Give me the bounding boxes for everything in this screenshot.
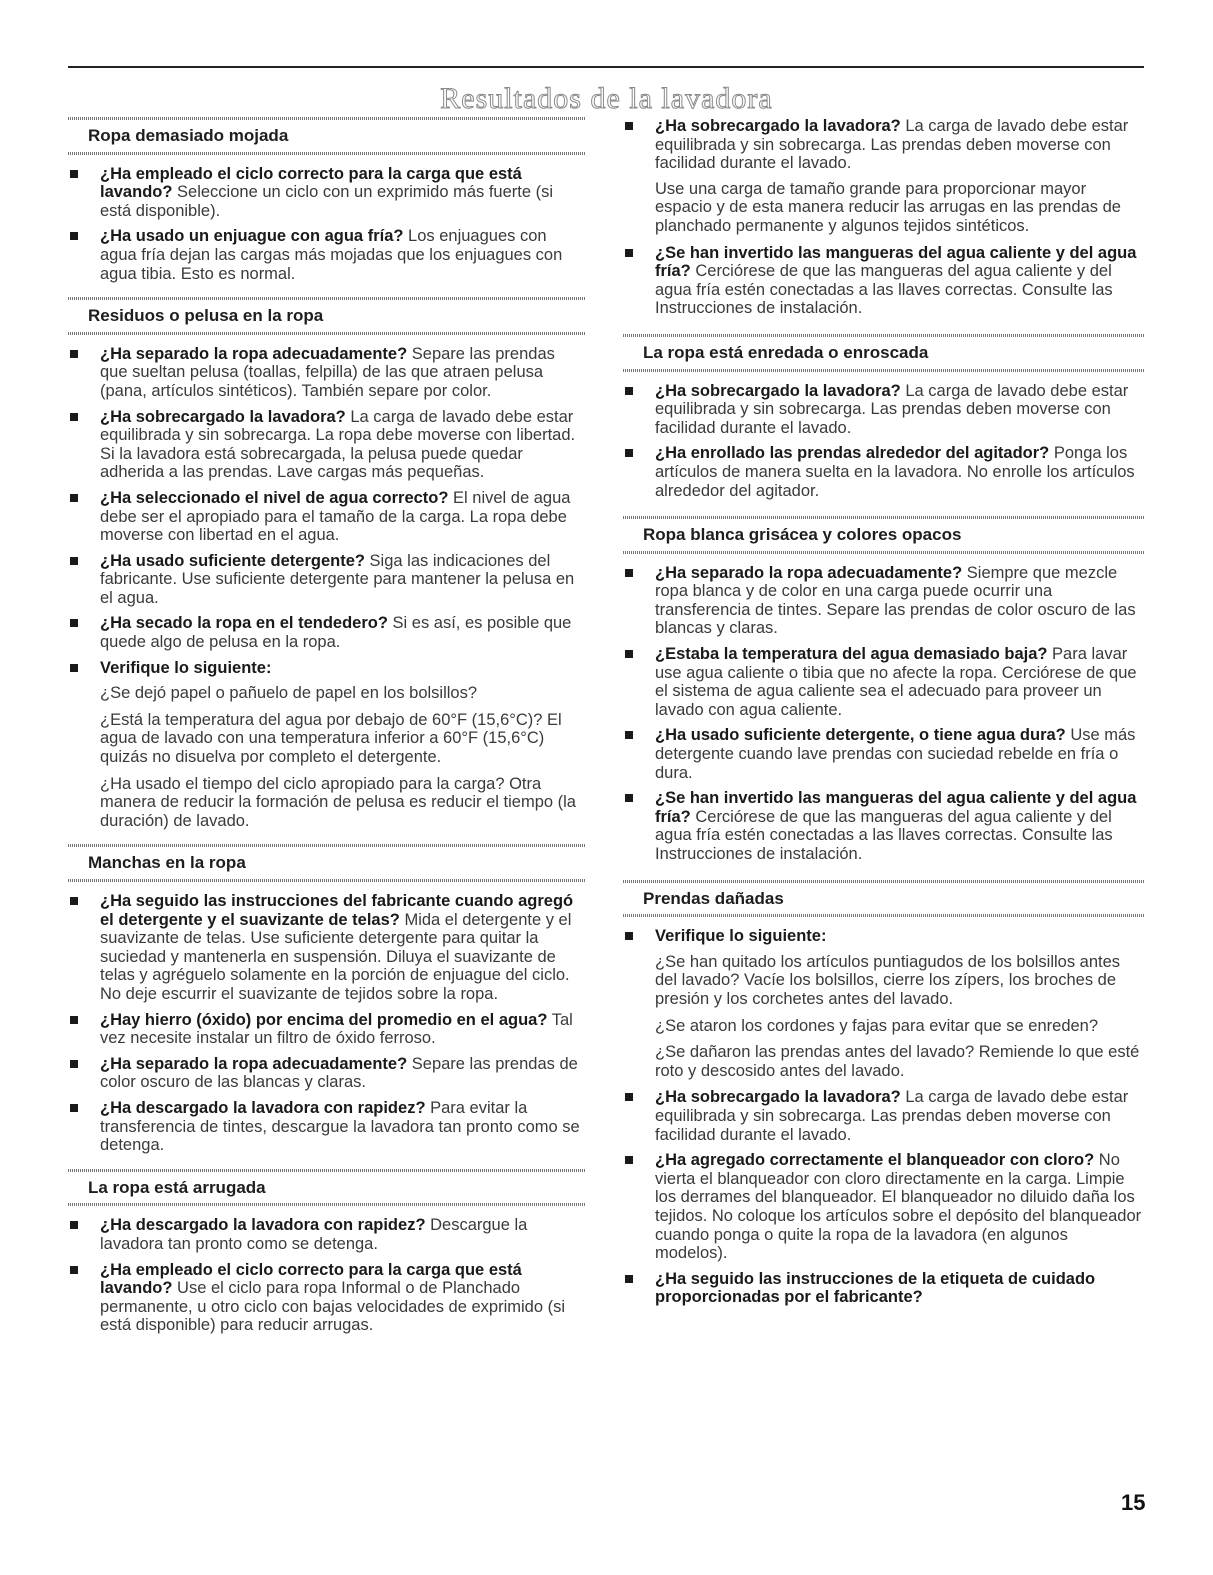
- section-heading: La ropa está enredada o enroscada: [623, 334, 1144, 372]
- page-number: 15: [1121, 1490, 1146, 1515]
- item-question: ¿Se han invertido las mangueras del agua caliente y del agua fría?: [655, 789, 1137, 826]
- item-question: ¿Se han invertido las mangueras del agua caliente y del agua fría?: [655, 243, 1137, 281]
- square-bullet-icon: [70, 664, 78, 672]
- troubleshoot-item: [623, 444, 1144, 500]
- item-question: ¿Ha usado un enjuague con agua fría?: [100, 227, 404, 246]
- item-question: ¿Ha secado la ropa en el tendedero?: [100, 614, 388, 633]
- item-answer: Para lavar use agua caliente o tibia que no afecte la ropa. Cerciórese de que el sistema de agua caliente sea el adecuado para proveer un lavado con agua caliente.: [655, 645, 1137, 719]
- item-question: ¿Ha empleado el ciclo correcto para la carga que está lavando?: [100, 1260, 522, 1298]
- square-bullet-icon: [625, 1275, 633, 1283]
- troubleshoot-item: [623, 726, 1144, 782]
- square-bullet-icon: [70, 494, 78, 502]
- item-answer: Separe las prendas que sueltan pelusa (toallas, felpilla) de las que atraen pelusa (pana, artículos sintéticos). También separe por color.: [100, 344, 555, 400]
- square-bullet-icon: [70, 619, 78, 627]
- item-answer: La carga de lavado debe estar equilibrada y sin sobrecarga. La ropa debe moverse con libertad. Si la lavadora está sobrecargada, la pelusa puede quedar adherida a las prendas. Lave cargas más pequeñas.: [100, 407, 576, 482]
- square-bullet-icon: [70, 1016, 78, 1024]
- item-question: ¿Ha seguido las instrucciones de la etiqueta de cuidado proporcionadas por el fabricante?: [655, 1269, 1096, 1307]
- square-bullet-icon: [70, 1060, 78, 1068]
- square-bullet-icon: [625, 449, 633, 457]
- item-question: ¿Ha separado la ropa adecuadamente?: [100, 344, 408, 363]
- item-detail: ¿Ha usado el tiempo del ciclo apropiado para la carga? Otra manera de reducir la formación de pelusa es reducir el tiempo (la duración) de lavado.: [100, 774, 576, 830]
- troubleshoot-item: [623, 117, 1144, 173]
- troubleshoot-item: [68, 659, 586, 678]
- square-bullet-icon: [70, 557, 78, 565]
- troubleshoot-item: [623, 244, 1144, 318]
- item-answer: Ponga los artículos de manera suelta en la lavadora. No enrolle los artículos alrededor del agitador.: [655, 444, 1135, 500]
- square-bullet-icon: [70, 1221, 78, 1229]
- square-bullet-icon: [625, 650, 633, 658]
- square-bullet-icon: [625, 794, 633, 802]
- page-title: Resultados de la lavadora: [440, 82, 773, 115]
- item-answer: Separe las prendas de color oscuro de las blancas y claras.: [100, 1054, 578, 1092]
- troubleshoot-item: [68, 614, 586, 651]
- item-answer: El nivel de agua debe ser el apropiado para el tamaño de la carga. La ropa debe moverse con libertad en el agua.: [100, 488, 571, 545]
- square-bullet-icon: [625, 932, 633, 940]
- item-answer: Para evitar la transferencia de tintes, descargue la lavadora tan pronto como se detenga.: [100, 1098, 580, 1155]
- troubleshoot-item: [68, 1261, 586, 1335]
- item-answer: Use más detergente cuando lave prendas con suciedad rebelde en fría o dura.: [655, 726, 1136, 782]
- item-answer: Siga las indicaciones del fabricante. Use suficiente detergente para mantener la pelusa en el agua.: [100, 551, 575, 607]
- item-question: ¿Ha seguido las instrucciones del fabricante cuando agregó el detergente y el suavizante de telas?: [100, 892, 574, 929]
- square-bullet-icon: [70, 1266, 78, 1274]
- left-column: [68, 117, 586, 1342]
- item-answer: Cerciórese de que las mangueras del agua caliente y del agua fría estén conectadas a las llaves correctas. Consulte las Instrucciones de instalación.: [655, 262, 1113, 318]
- item-answer: La carga de lavado debe estar equilibrada y sin sobrecarga. Las prendas deben moverse con facilidad durante el lavado.: [655, 117, 1129, 173]
- square-bullet-icon: [70, 413, 78, 421]
- square-bullet-icon: [625, 569, 633, 577]
- item-answer: La carga de lavado debe estar equilibrada y sin sobrecarga. Las prendas deben moverse con facilidad durante el lavado.: [655, 381, 1129, 437]
- square-bullet-icon: [70, 232, 78, 240]
- troubleshoot-item: [623, 1270, 1144, 1307]
- square-bullet-icon: [625, 249, 633, 257]
- item-question: ¿Ha separado la ropa adecuadamente?: [100, 1054, 408, 1073]
- troubleshoot-item: [623, 564, 1144, 638]
- top-rule: [68, 66, 1144, 68]
- item-answer: Si es así, es posible que quede algo de pelusa en la ropa.: [100, 614, 572, 652]
- item-detail: ¿Está la temperatura del agua por debajo de 60°F (15,6°C)? El agua de lavado con una temperatura inferior a 60°F (15,6°C) quizás no disuelva por completo el detergente.: [100, 710, 562, 767]
- item-answer: La carga de lavado debe estar equilibrada y sin sobrecarga. Las prendas deben moverse con facilidad durante el lavado.: [655, 1088, 1129, 1144]
- item-answer: No vierta el blanqueador con cloro directamente en la carga. Limpie los derrames del blanqueador. El blanqueador no diluido daña los tejidos. No coloque los artículos sobre el depósito del blanqueador cuando ponga o quite la ropa de la lavadora (en algunos modelos).: [655, 1151, 1142, 1263]
- section-heading: Residuos o pelusa en la ropa: [68, 297, 586, 335]
- item-question: ¿Ha empleado el ciclo correcto para la carga que está lavando?: [100, 164, 522, 202]
- item-question: ¿Ha descargado la lavadora con rapidez?: [100, 1098, 426, 1117]
- item-detail: Use una carga de tamaño grande para proporcionar mayor espacio y de esta manera reducir las arrugas en las prendas de planchado permanente y algunos tejidos sintéticos.: [655, 179, 1121, 235]
- square-bullet-icon: [625, 1156, 633, 1164]
- troubleshoot-item: [68, 892, 586, 1004]
- troubleshoot-item: [68, 408, 586, 482]
- troubleshoot-item: [68, 1055, 586, 1092]
- item-question: ¿Ha descargado la lavadora con rapidez?: [100, 1216, 426, 1235]
- troubleshoot-item: [68, 1011, 586, 1048]
- item-detail: ¿Se dañaron las prendas antes del lavado? Remiende lo que esté roto y descosido antes del lavado.: [655, 1043, 1140, 1080]
- item-detail: ¿Se ataron los cordones y fajas para evitar que se enreden?: [655, 1016, 1099, 1035]
- right-column: [623, 117, 1144, 1314]
- item-answer: Siempre que mezcle ropa blanca y de color en una carga puede ocurrir una transferencia de tintes. Separe las prendas de color oscuro de las blancas y claras.: [655, 563, 1136, 638]
- troubleshoot-item: [68, 345, 586, 401]
- troubleshoot-item: [68, 165, 586, 221]
- item-answer: Descargue la lavadora tan pronto como se detenga.: [100, 1216, 528, 1253]
- square-bullet-icon: [625, 731, 633, 739]
- item-question: Verifique lo siguiente:: [100, 658, 272, 677]
- square-bullet-icon: [70, 1104, 78, 1112]
- item-answer: Tal vez necesite instalar un filtro de óxido ferroso.: [100, 1010, 573, 1048]
- item-question: ¿Ha sobrecargado la lavadora?: [655, 1088, 901, 1107]
- troubleshoot-item: [623, 645, 1144, 719]
- section-heading: Ropa blanca grisácea y colores opacos: [623, 516, 1144, 554]
- troubleshoot-item: [623, 927, 1144, 946]
- troubleshoot-item: [623, 789, 1144, 863]
- item-question: ¿Ha seleccionado el nivel de agua correcto?: [100, 488, 449, 507]
- section-heading: Ropa demasiado mojada: [68, 117, 586, 155]
- square-bullet-icon: [625, 122, 633, 130]
- item-question: ¿Ha usado suficiente detergente, o tiene agua dura?: [655, 726, 1066, 745]
- item-question: Verifique lo siguiente:: [655, 927, 827, 946]
- section-heading: Manchas en la ropa: [68, 844, 586, 882]
- item-question: ¿Ha separado la ropa adecuadamente?: [655, 563, 963, 582]
- troubleshoot-item: [623, 1088, 1144, 1144]
- square-bullet-icon: [70, 170, 78, 178]
- troubleshoot-item: [68, 489, 586, 545]
- troubleshoot-item: [623, 1151, 1144, 1263]
- item-answer: Los enjuagues con agua fría dejan las cargas más mojadas que los enjuagues con agua tibia. Esto es normal.: [100, 227, 563, 283]
- item-question: ¿Ha enrollado las prendas alrededor del agitador?: [655, 444, 1050, 463]
- troubleshoot-item: [623, 382, 1144, 438]
- item-question: ¿Ha sobrecargado la lavadora?: [655, 117, 901, 135]
- troubleshoot-item: [68, 1216, 586, 1253]
- square-bullet-icon: [625, 1093, 633, 1101]
- item-detail: ¿Se dejó papel o pañuelo de papel en los bolsillos?: [100, 684, 478, 703]
- troubleshoot-item: [68, 1099, 586, 1155]
- section-heading: La ropa está arrugada: [68, 1169, 586, 1207]
- troubleshoot-item: [68, 552, 586, 608]
- item-answer: Use el ciclo para ropa Informal o de Planchado permanente, u otro ciclo con bajas velocidades de exprimido (si está disponible) para reducir arrugas.: [100, 1279, 565, 1335]
- square-bullet-icon: [70, 897, 78, 905]
- item-question: ¿Estaba la temperatura del agua demasiado baja?: [655, 645, 1048, 664]
- item-answer: Mida el detergente y el suavizante de telas. Use suficiente detergente para quitar la suciedad y mantenerla en suspensión. Diluya el suavizante de telas y agréguelo solamente en la porción de enjuague del ciclo. No deje escurrir el suavizante de tejidos sobre la ropa.: [100, 910, 572, 1003]
- item-question: ¿Hay hierro (óxido) por encima del promedio en el agua?: [100, 1010, 548, 1029]
- item-question: ¿Ha usado suficiente detergente?: [100, 551, 365, 570]
- section-heading: Prendas dañadas: [623, 880, 1144, 918]
- item-answer: Cerciórese de que las mangueras del agua caliente y del agua fría estén conectadas a las llaves correctas. Consulte las Instrucciones de instalación.: [655, 807, 1113, 863]
- troubleshoot-item: [68, 227, 586, 283]
- square-bullet-icon: [70, 350, 78, 358]
- square-bullet-icon: [625, 387, 633, 395]
- item-question: ¿Ha sobrecargado la lavadora?: [100, 407, 346, 426]
- item-answer: Seleccione un ciclo con un exprimido más fuerte (si está disponible).: [100, 183, 554, 220]
- item-detail: ¿Se han quitado los artículos puntiagudos de los bolsillos antes del lavado? Vacíe los bolsillos, cierre los zípers, los broches de presión y los corchetes antes del lavado.: [655, 952, 1121, 1008]
- item-question: ¿Ha agregado correctamente el blanqueador con cloro?: [655, 1151, 1095, 1170]
- item-question: ¿Ha sobrecargado la lavadora?: [655, 381, 901, 400]
